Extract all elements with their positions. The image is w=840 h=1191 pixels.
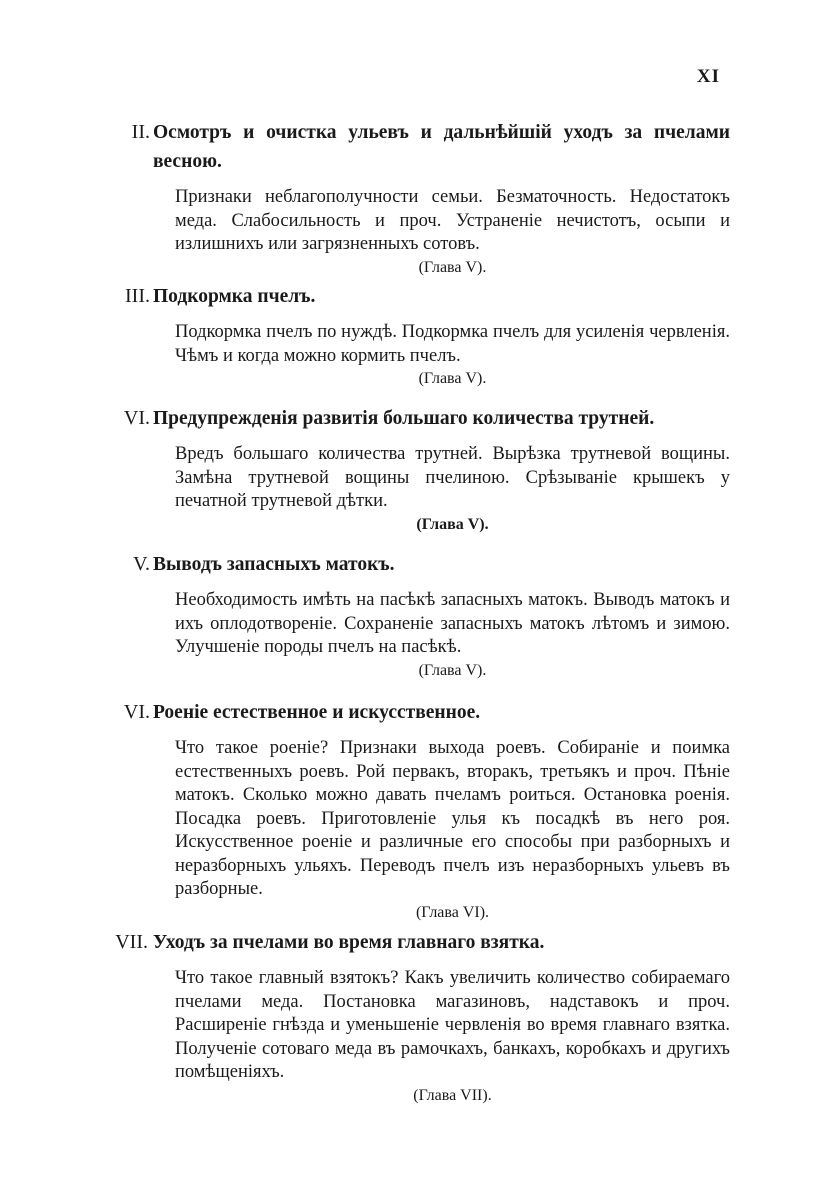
chapter-reference: (Глава V). [418, 661, 487, 679]
section-title: Роеніе естественное и искусственное. [153, 702, 481, 723]
section-title: Уходъ за пчелами во время главнаго взятка. [153, 932, 545, 953]
section-number: II. [131, 121, 150, 143]
section-number: VI. [123, 701, 150, 723]
chapter-reference: (Глава VI). [415, 903, 490, 921]
section-heading [110, 118, 730, 176]
toc-section-2 [110, 118, 730, 279]
section-number: III. [125, 285, 150, 307]
toc-section-5 [110, 550, 730, 682]
toc-section-4 [110, 404, 730, 536]
section-summary: Признаки неблагополучности семьи. Безматочность. Недостатокъ меда. Слабосильность и проч. Устраненіе нечистотъ, осыпи и излишнихъ или загрязненныхъ сотовъ. [175, 187, 730, 254]
section-summary: Что такое роеніе? Признаки выхода роевъ. Собираніе и поимка естественныхъ роевъ. Рой первакъ, вторакъ, третьякъ и проч. Пѣніе матокъ. Сколько можно давать пчеламъ роиться. Остановка роенія. Посадка роевъ. Приготовленіе улья къ посадкѣ въ него роя. Искусственное роеніе и различные его способы при разборныхъ и неразборныхъ ульяхъ. Переводъ пчелъ изъ неразборныхъ ульевъ въ разборные. [175, 738, 730, 899]
section-summary: Подкормка пчелъ по нуждѣ. Подкормка пчелъ для усиленія червленія. Чѣмъ и когда можно кормить пчелъ. [175, 322, 730, 366]
chapter-reference: (Глава V). [416, 515, 489, 533]
toc-section-6 [110, 698, 730, 924]
section-summary: Необходимость имѣть на пасѣкѣ запасныхъ матокъ. Выводъ матокъ и ихъ оплодотвореніе. Сохраненіе запасныхъ матокъ лѣтомъ и зимою. Улучшеніе породы пчелъ на пасѣкѣ. [175, 590, 730, 657]
chapter-reference: (Глава V). [418, 258, 487, 276]
toc-section-3 [110, 282, 730, 390]
section-number: VII. [115, 931, 148, 953]
section-heading [110, 928, 730, 957]
chapter-reference: (Глава VII). [413, 1086, 492, 1104]
section-title: Предупрежденія развитія большаго количества трутней. [153, 408, 655, 429]
section-number: VI. [123, 407, 150, 429]
section-title: Осмотръ и очистка ульевъ и дальнѣйшій уходъ за пчелами весною. [153, 122, 730, 172]
section-summary: Что такое главный взятокъ? Какъ увеличить количество собираемаго пчелами меда. Постановка магазиновъ, надставокъ и проч. Расширеніе гнѣзда и уменьшеніе червленія во время главнаго взятка. Полученіе сотоваго меда въ рамочкахъ, банкахъ, коробкахъ и другихъ помѣщеніяхъ. [175, 968, 730, 1082]
section-heading [110, 698, 730, 727]
toc-section-7 [110, 928, 730, 1107]
section-summary: Вредъ большаго количества трутней. Вырѣзка трутневой вощины. Замѣна трутневой вощины пчелиною. Срѣзываніе крышекъ у печатной трутневой дѣтки. [175, 444, 730, 511]
page-number: XI [696, 66, 720, 87]
section-title: Подкормка пчелъ. [153, 286, 316, 307]
section-title: Выводъ запасныхъ матокъ. [153, 554, 395, 575]
chapter-reference: (Глава V). [418, 370, 487, 387]
section-heading [110, 282, 730, 311]
section-number: V. [133, 553, 150, 575]
section-heading [110, 550, 730, 579]
section-heading [110, 404, 730, 433]
